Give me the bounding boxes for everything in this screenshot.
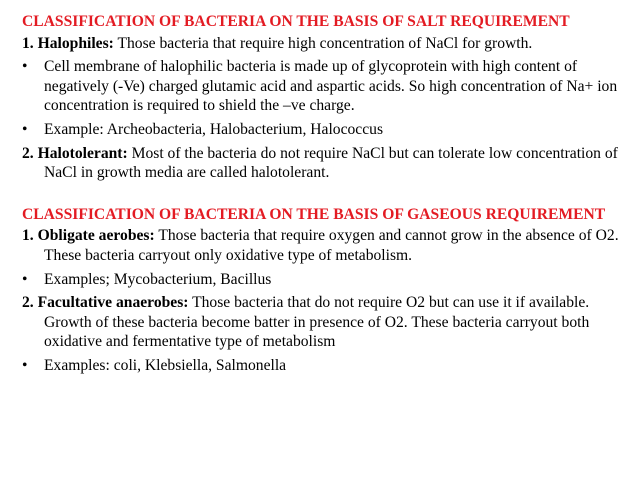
halophile-example-bullet <box>22 120 624 140</box>
halophile-membrane-bullet <box>22 57 624 116</box>
bullet-text: Cell membrane of halophilic bacteria is made up of glycoprotein with high content of negatively (-Ve) charged glutamic acid and aspartic acids. So high concentration of Na+ ion concentration is required to shield the –ve charge. <box>44 58 618 115</box>
bullet-icon: • <box>22 270 28 288</box>
bullet-icon: • <box>22 58 28 76</box>
obligate-aerobes-term: Obligate aerobes: <box>37 227 155 245</box>
halophiles-item <box>22 34 624 54</box>
item-number: 1. <box>22 227 34 245</box>
facultative-anaerobes-term: Facultative anaerobes: <box>37 294 189 312</box>
obligate-aerobes-definition: Those bacteria that require oxygen and cannot grow in the absence of O2. These bacteria carryout only oxidative type of metabolism. <box>44 227 619 264</box>
obligate-aerobes-item <box>22 226 624 265</box>
bullet-icon: • <box>22 120 28 138</box>
halotolerant-definition: Most of the bacteria do not require NaCl but can tolerate low concentration of NaCl in growth media are called halotolerant. <box>44 144 618 182</box>
gaseous-requirement-heading: CLASSIFICATION OF BACTERIA ON THE BASIS OF GASEOUS REQUIREMENT <box>22 205 606 223</box>
item-number: 2. <box>22 144 34 162</box>
item-number: 2. <box>22 294 34 312</box>
bullet-icon: • <box>22 356 28 374</box>
salt-requirement-heading: CLASSIFICATION OF BACTERIA ON THE BASIS OF SALT REQUIREMENT <box>22 13 570 30</box>
halotolerant-term: Halotolerant: <box>37 144 128 162</box>
bullet-text: Examples: coli, Klebsiella, Salmonella <box>44 356 287 374</box>
aerobes-example-bullet <box>22 270 624 290</box>
facultative-anaerobes-definition: Those bacteria that do not require O2 but can use it if available. Growth of these bacteria become batter in presence of O2. These bacteria carryout both oxidative and fermentative type of metabolism <box>44 294 590 351</box>
halophiles-definition: Those bacteria that require high concentration of NaCl for growth. <box>113 34 533 52</box>
halophiles-term: Halophiles: <box>37 34 114 52</box>
anaerobes-example-bullet <box>22 356 624 376</box>
facultative-anaerobes-item <box>22 293 624 352</box>
bullet-text: Examples; Mycobacterium, Bacillus <box>44 270 272 288</box>
halotolerant-item <box>22 144 624 183</box>
item-number: 1. <box>22 34 34 52</box>
bullet-text: Example: Archeobacteria, Halobacterium, Halococcus <box>44 120 384 138</box>
